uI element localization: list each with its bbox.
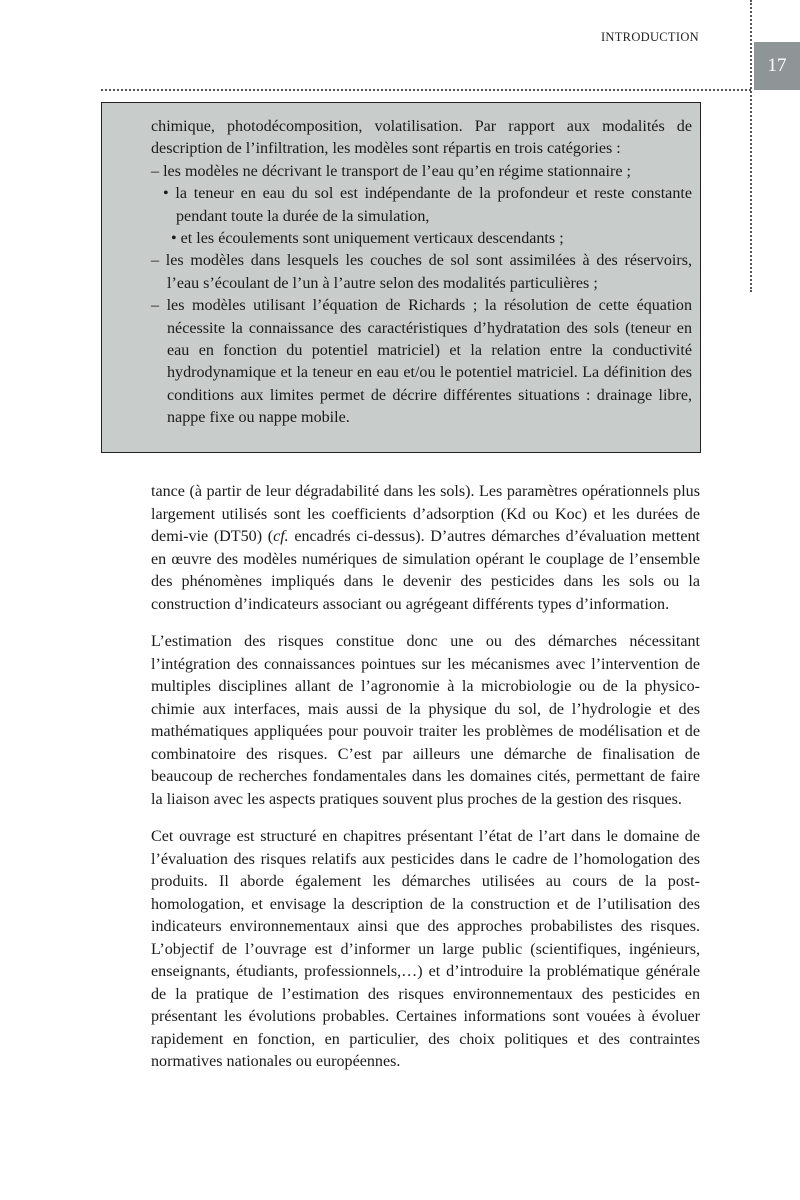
paragraph: Cet ouvrage est structuré en chapitres présentant l’état de l’art dans le domaine de l’évaluation des risques relatifs aux pesticides dans le cadre de l’homologation des produits. Il aborde également les démarches utilisées au cours de la post-homologation, et envisage la description de la construction et de l’utilisation des indicateurs environnementaux ainsi que des approches probabilistes des risques. L’objectif de l’ouvrage est d’informer un large public (scientifiques, ingénieurs, enseignants, étudiants, professionnels,…) et d’introduire la problématique générale de la pratique de l’estimation des risques environnementaux des pesticides en présentant les évolutions probables. Certaines informations sont vouées à évoluer rapidement en fonction, en particulier, des choix politiques et des contraintes normatives nationales ou européennes.: [151, 828, 700, 1070]
box-intro-text: chimique, photodécomposition, volatilisation. Par rapport aux modalités de description de l’infiltration, les modèles sont répartis en trois catégories :: [151, 118, 692, 158]
margin-dotted-rule: [750, 0, 752, 292]
paragraph-text: encadrés ci-dessus). D’autres démarches d’évaluation mettent en œuvre des modèles numériques de simulation opérant le couplage de l’ensemble des phénomènes impliqués dans le devenir des pesticides dans les sols ou la construction d’indicateurs associant ou agrégeant différents types d’information.: [151, 528, 700, 613]
box-list-item: – les modèles utilisant l’équation de Richards ; la résolution de cette équation nécessite la connaissance des caractéristiques d’hydratation des sols (teneur en eau en fonction du potentiel matriciel) et la relation entre la conductivité hydrodynamique et la teneur en eau et/ou le potentiel matriciel. La définition des conditions aux limites permet de décrire différentes situations : drainage libre, nappe fixe ou nappe mobile.: [151, 297, 692, 427]
running-head: INTRODUCTION: [600, 30, 699, 44]
box-sub-item: • la teneur en eau du sol est indépendante de la profondeur et reste constante pendant toute la durée de la simulation,: [163, 185, 692, 225]
main-text: [151, 481, 700, 1089]
paragraph: L’estimation des risques constitue donc une ou des démarches nécessitant l’intégration des connaissances pointues sur les mécanismes avec l’intervention de multiples disciplines allant de l’agronomie à la microbiologie ou de la physico-chimie aux interfaces, mais aussi de la physique du sol, de l’hydrologie et des mathématiques appliquées pour pouvoir traiter les problèmes de modélisation et de combinatoire des risques. C’est par ailleurs une démarche de finalisation de beaucoup de recherches fondamentales dans les domaines cités, permettant de faire la liaison avec les aspects pratiques souvent plus proches de la gestion des risques.: [151, 633, 700, 808]
paragraph: [151, 481, 700, 616]
header-dotted-rule: [101, 89, 751, 91]
paragraph-text: tance (à partir de leur dégradabilité dans les sols). Les paramètres opérationnels plus largement utilisés sont les coefficients d’adsorption (Kd ou Koc) et les durées de demi-vie (DT50) (: [151, 483, 700, 545]
boxed-inset: [101, 102, 701, 453]
box-sub-item: • et les écoulements sont uniquement verticaux descendants ;: [171, 230, 564, 248]
box-list-item: – les modèles ne décrivant le transport de l’eau qu’en régime stationnaire ;: [151, 162, 631, 180]
page-number: 17: [754, 42, 800, 90]
box-list-item: – les modèles dans lesquels les couches de sol sont assimilées à des réservoirs, l’eau s’écoulant de l’un à l’autre selon des modalités particulières ;: [151, 252, 692, 292]
italic-cf: cf.: [273, 528, 289, 545]
